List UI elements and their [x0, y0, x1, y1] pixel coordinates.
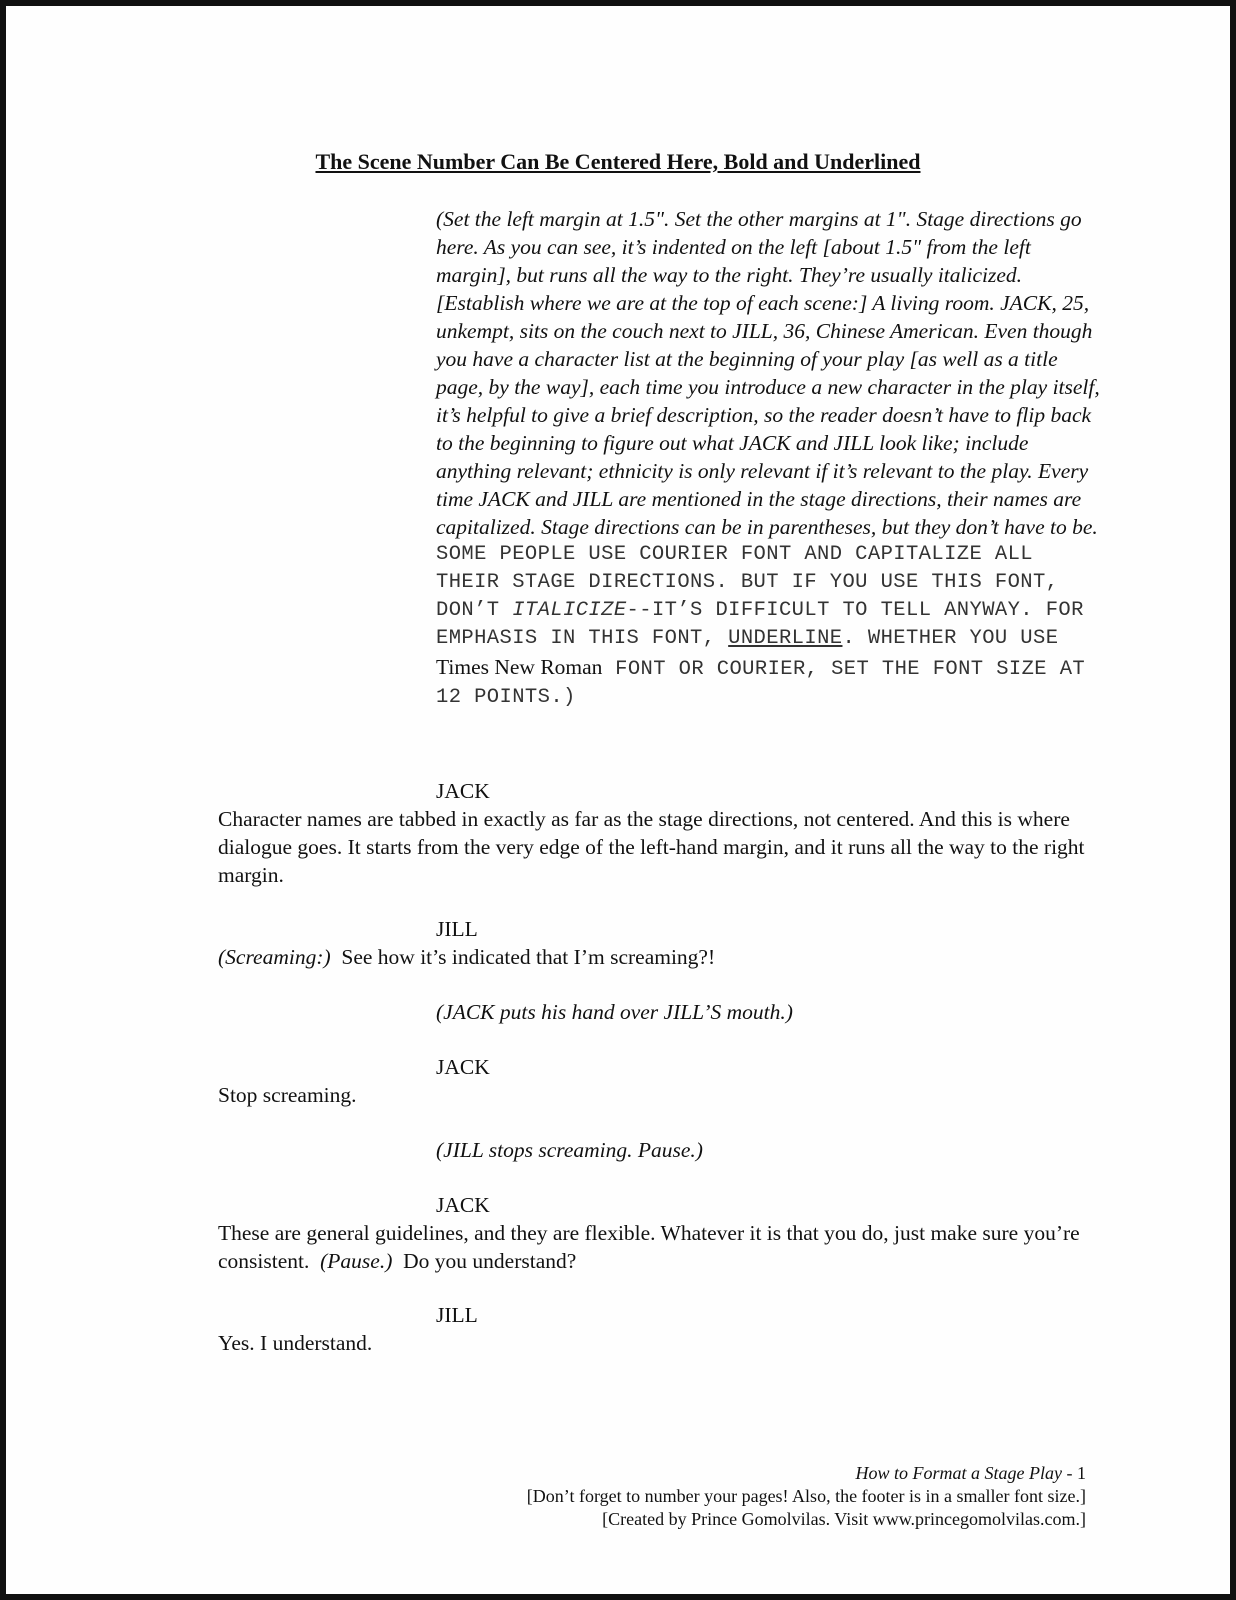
stage-directions-courier: [436, 541, 1106, 712]
dialogue: [218, 1219, 1098, 1275]
scene-title: The Scene Number Can Be Centered Here, Bold and Underlined: [315, 149, 921, 174]
courier-text-d: FONT OR COURIER, SET THE FONT SIZE AT 12 POINTS.): [436, 658, 1086, 709]
dialogue-text: Do you understand?: [403, 1249, 577, 1273]
footer-credit: [Created by Prince Gomolvilas. Visit www.princegomolvilas.com.]: [602, 1509, 1086, 1529]
stage-direction: (JILL stops screaming. Pause.): [436, 1138, 703, 1162]
courier-italic-word: ITALICIZE: [512, 599, 627, 622]
character-name: JILL: [436, 1303, 478, 1327]
dialogue: [218, 943, 1098, 971]
courier-text-c: . WHETHER YOU USE: [842, 627, 1059, 650]
dialogue-text: These are general guidelines, and they are flexible. Whatever it is that you do, just make sure you’re consistent.: [218, 1221, 1080, 1273]
dialogue: Character names are tabbed in exactly as far as the stage directions, not centered. And this is where dialogue goes. It starts from the very edge of the left-hand margin, and it runs all the way to the right margin.: [218, 807, 1085, 887]
character-name: JILL: [436, 917, 478, 941]
character-name: JACK: [436, 779, 490, 803]
stage-directions-italic: (Set the left margin at 1.5". Set the other margins at 1". Stage directions go here. As you can see, it’s indented on the left [about 1.5" from the left margin], but runs all the way to the right. They’re usually italicized. [Establish where we are at the top of each scene:] A living room. JACK, 25, unkempt, sits on the couch next to JILL, 36, Chinese American. Even though you have a character list at the beginning of your play [as well as a title page, by the way], each time you introduce a new character in the play itself, it’s helpful to give a brief description, so the reader doesn’t have to flip back to the beginning to figure out what JACK and JILL look like; include anything relevant; ethnicity is only relevant if it’s relevant to the play. Every time JACK and JILL are mentioned in the stage directions, their names are capitalized. Stage directions can be in parentheses, but they don’t have to be.: [436, 207, 1100, 539]
footer-title: How to Format a Stage Play: [855, 1463, 1062, 1483]
stage-direction: (JACK puts his hand over JILL’S mouth.): [436, 1000, 793, 1024]
parenthetical: (Pause.): [320, 1249, 393, 1273]
stage-directions-opening: [436, 205, 1106, 712]
courier-text-a: SOME PEOPLE USE COURIER FONT AND CAPITALIZE ALL THEIR STAGE DIRECTIONS. BUT IF YOU USE THIS FONT, DON’T: [436, 543, 1059, 622]
courier-text-b: --IT’S DIFFICULT TO TELL ANYWAY. FOR EMPHASIS IN THIS FONT,: [436, 599, 1084, 650]
courier-times-new-roman: Times New Roman: [436, 655, 603, 679]
dialogue-text: See how it’s indicated that I’m screaming?!: [341, 945, 716, 969]
character-name: JACK: [436, 1193, 490, 1217]
page-footer: [527, 1462, 1086, 1531]
character-name: JACK: [436, 1055, 490, 1079]
dialogue: Stop screaming.: [218, 1083, 357, 1107]
courier-underline-word: UNDERLINE: [728, 627, 843, 650]
parenthetical: (Screaming:): [218, 945, 331, 969]
footer-page-line: [527, 1462, 1086, 1485]
footer-note: [Don’t forget to number your pages! Also, the footer is in a smaller font size.]: [526, 1486, 1086, 1506]
dialogue: Yes. I understand.: [218, 1331, 373, 1355]
footer-page-number: - 1: [1062, 1463, 1086, 1483]
